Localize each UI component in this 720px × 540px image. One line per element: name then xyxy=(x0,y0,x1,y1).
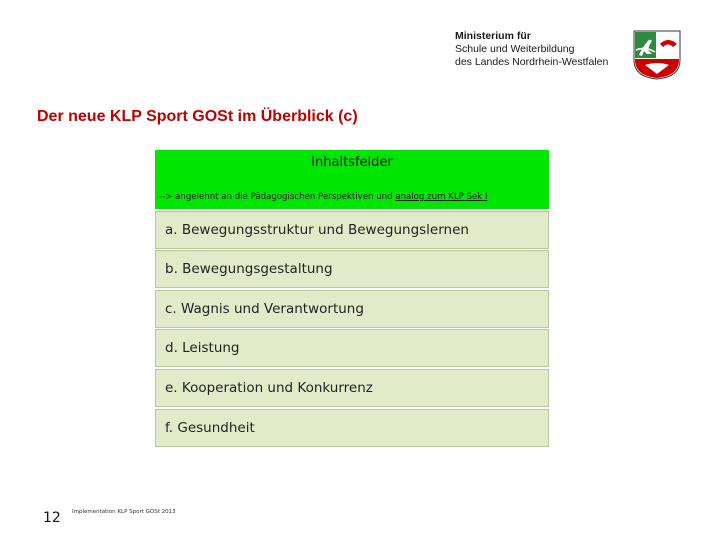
table-header-title: Inhaltsfelder xyxy=(311,155,393,170)
slide-title: Der neue KLP Sport GOSt im Überblick (c) xyxy=(37,108,358,125)
content-table xyxy=(155,150,549,447)
table-row: b. Bewegungsgestaltung xyxy=(155,250,549,288)
subtitle-prefix: --> angelehnt an die Pädagogischen Perspektiven und xyxy=(159,192,396,202)
ministry-name xyxy=(455,30,608,69)
subtitle-underlined: analog zum KLP Sek I xyxy=(395,192,488,202)
table-row: a. Bewegungsstruktur und Bewegungslernen xyxy=(155,211,549,249)
footer-text: Implementation KLP Sport GOSt 2013 xyxy=(72,509,176,515)
ministry-line-3: des Landes Nordrhein-Westfalen xyxy=(455,56,609,68)
page-number: 12 xyxy=(43,510,61,526)
table-header xyxy=(155,150,549,209)
ministry-line-1: Ministerium für xyxy=(455,30,531,42)
nrw-coat-of-arms-icon xyxy=(633,30,681,80)
table-row: c. Wagnis und Verantwortung xyxy=(155,290,549,328)
ministry-line-2: Schule und Weiterbildung xyxy=(455,43,575,55)
table-row: e. Kooperation und Konkurrenz xyxy=(155,369,549,407)
table-header-subtitle xyxy=(159,192,547,202)
table-row: f. Gesundheit xyxy=(155,409,549,447)
table-row: d. Leistung xyxy=(155,329,549,367)
